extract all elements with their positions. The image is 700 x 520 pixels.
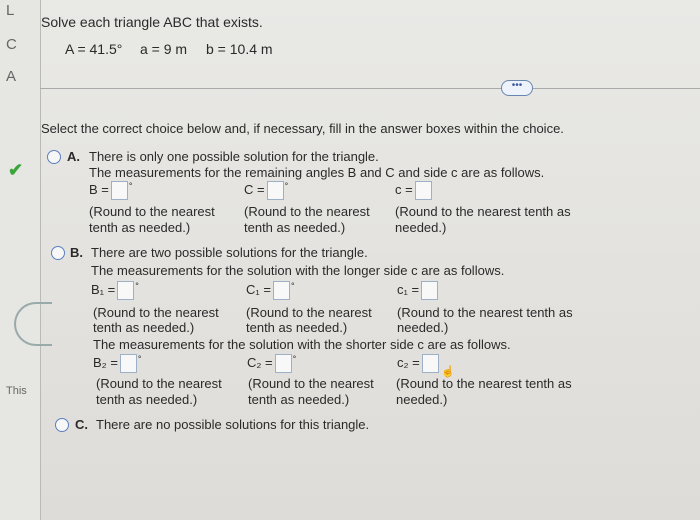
- hint-c1-angle-2: tenth as needed.): [246, 320, 348, 335]
- rail-item-a[interactable]: A: [6, 68, 17, 85]
- degree-symbol: °: [128, 181, 133, 191]
- answer-box-c1-angle[interactable]: [273, 281, 290, 300]
- given-angle-a: A = 41.5°: [65, 41, 123, 57]
- answer-box-c-side[interactable]: [415, 181, 432, 200]
- choice-b-line3: The measurements for the solution with the shorter side c are as follows.: [93, 337, 511, 352]
- hint-b-2: tenth as needed.): [89, 220, 191, 235]
- hint-b2-2: tenth as needed.): [96, 392, 198, 407]
- rail-item-c[interactable]: C: [6, 36, 17, 53]
- hint-b1-2: tenth as needed.): [93, 320, 195, 335]
- field-c1-side-label: c₁ =: [397, 281, 420, 297]
- field-c2-angle: [247, 354, 296, 373]
- degree-symbol: °: [137, 354, 142, 364]
- field-c2-side-label: c₂ =: [397, 354, 420, 370]
- field-b-label: B =: [89, 181, 109, 197]
- degree-symbol: °: [284, 181, 289, 191]
- field-b: [89, 181, 132, 200]
- answer-box-b1[interactable]: [117, 281, 134, 300]
- field-c-side-label: c =: [395, 181, 413, 197]
- hint-c2-side-1: (Round to the nearest tenth as: [396, 376, 572, 391]
- hint-b2-1: (Round to the nearest: [96, 376, 222, 391]
- hint-c-side-1: (Round to the nearest tenth as: [395, 204, 571, 219]
- field-c-angle-label: C =: [244, 181, 265, 197]
- hint-c-side-2: needed.): [395, 220, 447, 235]
- field-b2-label: B₂ =: [93, 354, 118, 370]
- hand-cursor-icon: ☝: [441, 366, 455, 378]
- choice-b-line1: There are two possible solutions for the triangle.: [91, 245, 368, 260]
- left-rail: [0, 0, 41, 520]
- hint-c1-side-1: (Round to the nearest tenth as: [397, 305, 573, 320]
- question-panel: [41, 0, 700, 520]
- rail-item-l[interactable]: L: [6, 2, 15, 19]
- divider: [40, 88, 700, 89]
- field-c1-side: [397, 281, 438, 300]
- hint-b-1: (Round to the nearest: [89, 204, 215, 219]
- choice-a-line1: There is only one possible solution for the triangle.: [89, 149, 379, 164]
- answer-box-c2-angle[interactable]: [275, 354, 292, 373]
- hint-c2-angle-2: tenth as needed.): [248, 392, 350, 407]
- hint-c2-side-2: needed.): [396, 392, 448, 407]
- hint-c1-angle-1: (Round to the nearest: [246, 305, 372, 320]
- choice-a-line2: The measurements for the remaining angles B and C and side c are as follows.: [89, 165, 545, 180]
- degree-symbol: °: [135, 281, 139, 291]
- hint-c-angle-2: tenth as needed.): [244, 220, 346, 235]
- field-c2-angle-label: C₂ =: [247, 354, 273, 370]
- hint-c2-angle-1: (Round to the nearest: [248, 376, 374, 391]
- choice-a-letter: A.: [67, 149, 80, 164]
- answer-box-c2-side[interactable]: [422, 354, 439, 373]
- field-b1: [91, 281, 139, 300]
- instruction-text: Select the correct choice below and, if necessary, fill in the answer boxes within the choice.: [41, 121, 564, 136]
- field-b2: [93, 354, 142, 373]
- field-c-angle: [244, 181, 288, 200]
- choice-c-letter: C.: [75, 417, 88, 432]
- radio-choice-b[interactable]: [51, 246, 65, 260]
- degree-symbol: °: [290, 281, 295, 291]
- field-c-side: [395, 181, 432, 200]
- radio-choice-c[interactable]: [55, 418, 69, 432]
- answer-box-c1-side[interactable]: [421, 281, 438, 300]
- answer-box-b[interactable]: [111, 181, 128, 200]
- given-side-a: a = 9 m: [140, 41, 188, 57]
- choice-c-line1: There are no possible solutions for this triangle.: [96, 417, 370, 432]
- given-side-b: b = 10.4 m: [206, 41, 273, 57]
- check-icon: ✔: [8, 160, 24, 180]
- choice-b-letter: B.: [70, 245, 83, 260]
- rail-item-this[interactable]: This: [6, 385, 27, 397]
- hint-c-angle-1: (Round to the nearest: [244, 204, 370, 219]
- field-c1-angle: [246, 281, 295, 300]
- more-dots-icon[interactable]: •••: [501, 80, 533, 96]
- radio-choice-a[interactable]: [47, 150, 61, 164]
- choice-b-line2: The measurements for the solution with the longer side c are as follows.: [91, 263, 505, 278]
- field-c2-side: [397, 354, 439, 373]
- hint-b1-1: (Round to the nearest: [93, 305, 219, 320]
- question-prompt: Solve each triangle ABC that exists.: [41, 14, 263, 30]
- hint-c1-side-2: needed.): [397, 320, 449, 335]
- field-c1-angle-label: C₁ =: [246, 281, 271, 297]
- field-b1-label: B₁ =: [91, 281, 116, 297]
- answer-box-b2[interactable]: [120, 354, 137, 373]
- answer-box-c-angle[interactable]: [267, 181, 284, 200]
- degree-symbol: °: [292, 354, 297, 364]
